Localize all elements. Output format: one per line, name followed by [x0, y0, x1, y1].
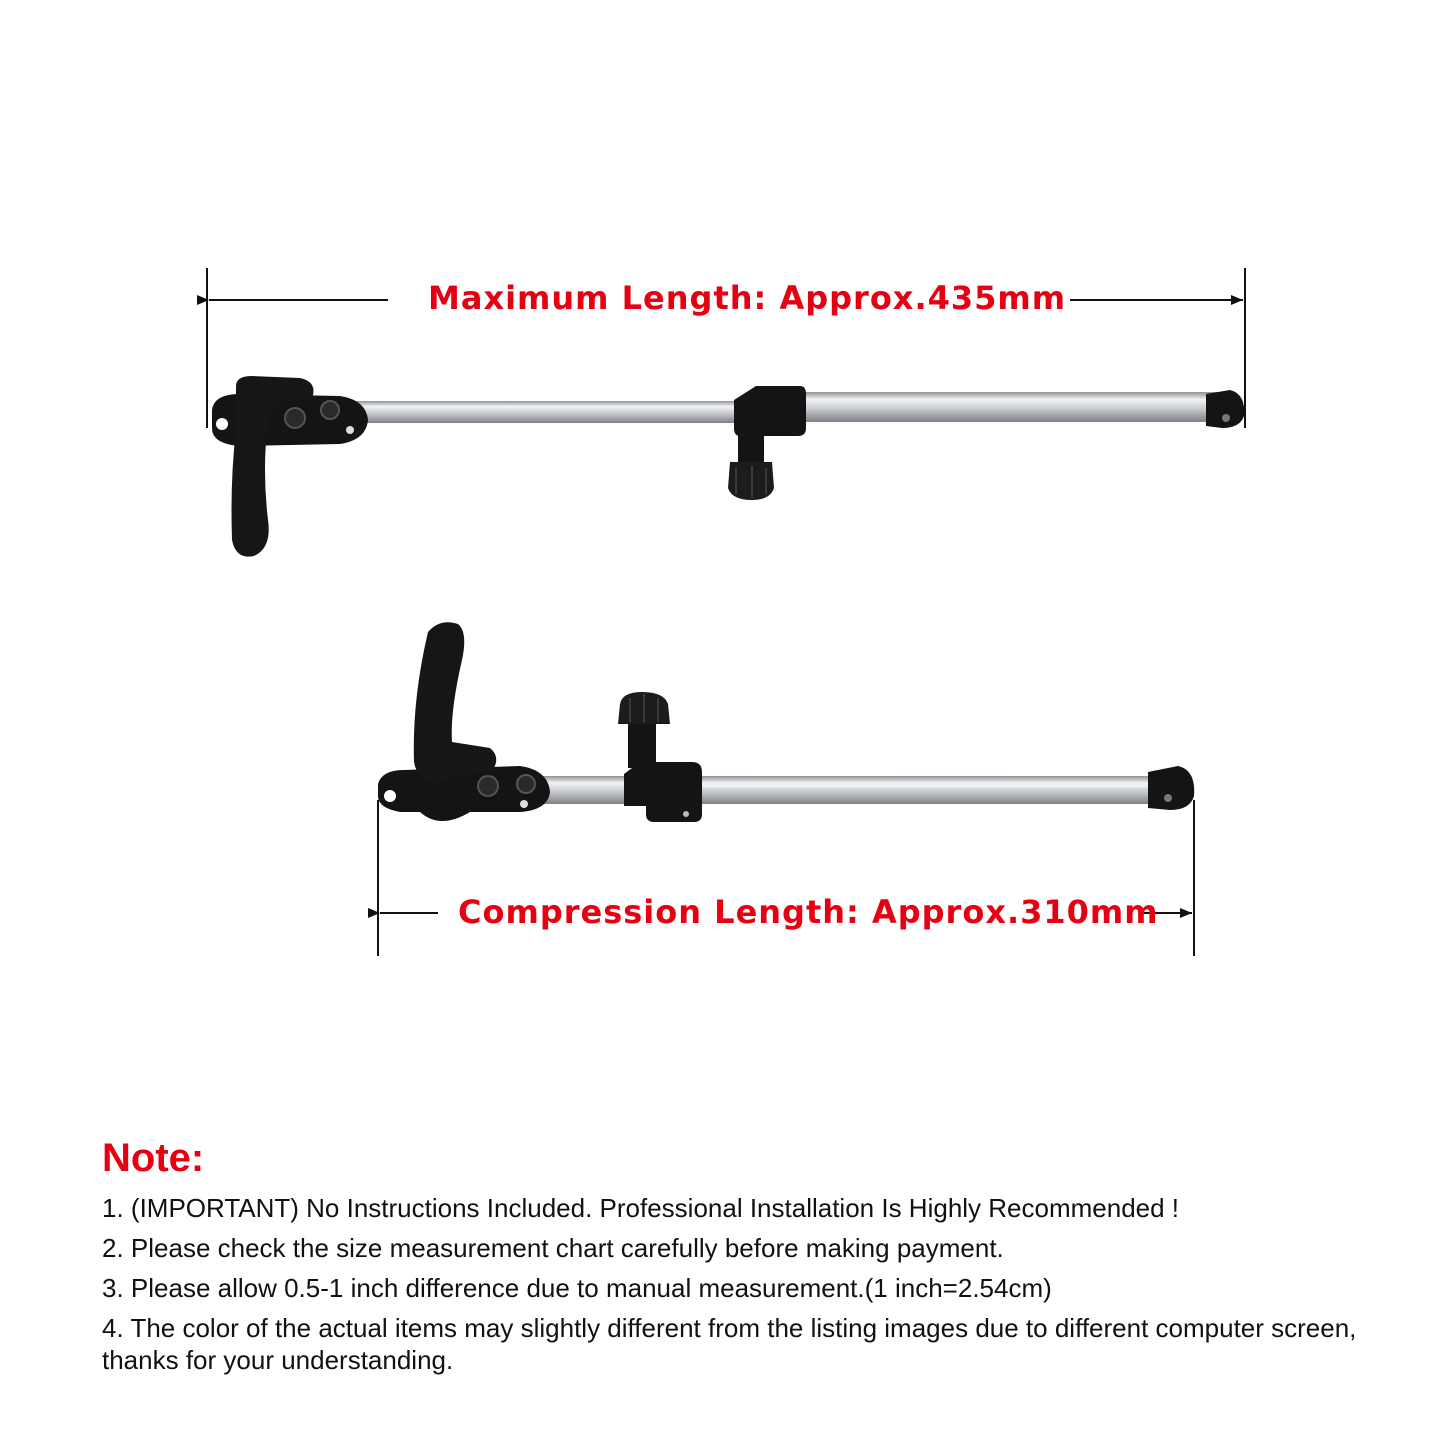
compressed-screw-hole [384, 790, 396, 802]
extended-outer-tube [790, 392, 1220, 422]
note-section [102, 1138, 1402, 1384]
extended-screw-hole [216, 418, 228, 430]
note-item-3: 3. Please allow 0.5-1 inch difference due to manual measurement.(1 inch=2.54cm) [102, 1273, 1052, 1303]
note-item-4: 4. The color of the actual items may slightly different from the listing images due to different computer screen, thanks for your understanding. [102, 1313, 1357, 1375]
compressed-handle [414, 622, 496, 782]
window-stay-extended [212, 376, 1244, 557]
window-stay-compressed [378, 622, 1194, 822]
extended-end-cap [1206, 390, 1244, 428]
compressed-end-cap-hole [1164, 794, 1172, 802]
compression-length-dimension [378, 800, 1194, 956]
compressed-slider-block [624, 762, 702, 822]
note-title: Note: [102, 1136, 205, 1180]
maximum-length-label: Maximum Length: Approx.435mm [428, 279, 1067, 317]
extended-slider-block [734, 386, 806, 436]
extended-inner-tube [355, 401, 755, 423]
note-item-1: 1. (IMPORTANT) No Instructions Included. Professional Installation Is Highly Recommended ! [102, 1193, 1180, 1223]
extended-end-cap-hole [1222, 414, 1230, 422]
compressed-knob-stem [628, 720, 656, 768]
extended-knob-stem [738, 432, 764, 462]
compressed-end-cap [1148, 766, 1194, 810]
note-item-2: 2. Please check the size measurement chart carefully before making payment. [102, 1233, 1004, 1263]
compression-length-label: Compression Length: Approx.310mm [458, 893, 1159, 931]
